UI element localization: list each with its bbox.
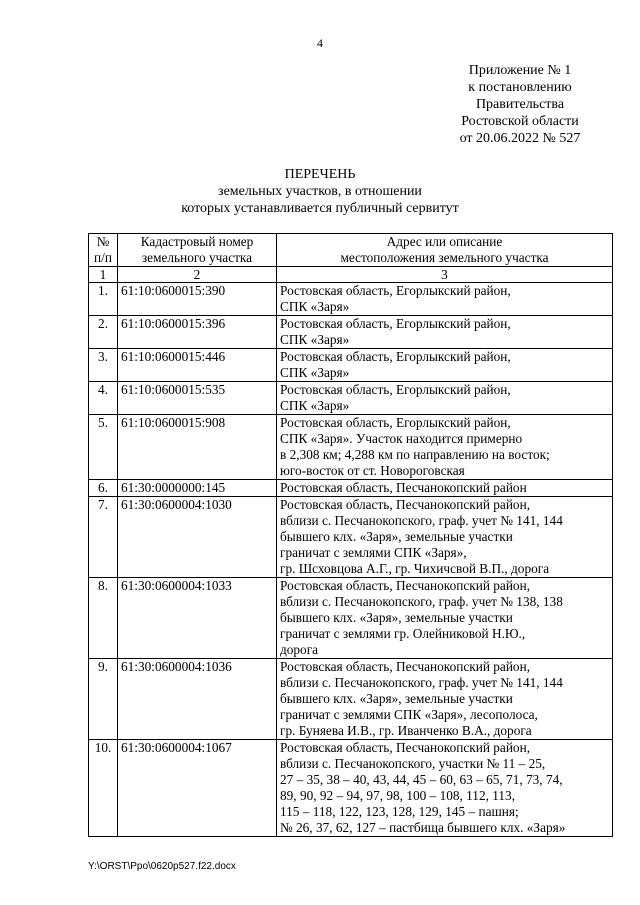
address-line: 89, 90, 92 – 94, 97, 98, 100 – 108, 112, 113, [280, 788, 516, 803]
row-number: 6. [89, 480, 118, 497]
address-description [277, 382, 613, 415]
address-description [277, 316, 613, 349]
address-description [277, 415, 613, 480]
address-description [277, 497, 613, 578]
address-line: СПК «Заря» [280, 299, 350, 314]
address-line: граничат с землями СПК «Заря», лесополоса, [280, 707, 538, 722]
table-row [89, 316, 613, 349]
header-address: Адрес или описание местоположения земельного участка [277, 234, 613, 267]
address-line: 27 – 35, 38 – 40, 43, 44, 45 – 60, 63 – 65, 71, 73, 74, [280, 772, 563, 787]
address-line: бывшего клх. «Заря», земельные участки [280, 529, 513, 544]
address-line: Ростовская область, Песчанокопский район [280, 480, 527, 495]
address-line: в 2,308 км; 4,288 км по направлению на восток; [280, 447, 550, 462]
address-line: СПК «Заря» [280, 365, 350, 380]
row-number: 5. [89, 415, 118, 480]
header-cadastral: Кадастровый номер земельного участка [118, 234, 277, 267]
address-description [277, 659, 613, 740]
row-number: 7. [89, 497, 118, 578]
address-line: СПК «Заря» [280, 332, 350, 347]
row-number: 8. [89, 578, 118, 659]
title-heading: ПЕРЕЧЕНЬ [284, 167, 356, 182]
appendix-line: от 20.06.2022 № 527 [459, 131, 581, 146]
address-line: гр. Шсховцова А.Г., гр. Чихичсвой В.П., дорога [280, 561, 550, 576]
address-line: Ростовская область, Егорлыкский район, [280, 349, 511, 364]
address-line: дорога [280, 642, 319, 657]
row-number: 10. [89, 740, 118, 837]
address-line: граничат с землями гр. Олейниковой Н.Ю., [280, 626, 526, 641]
row-number: 2. [89, 316, 118, 349]
appendix-header [430, 62, 610, 147]
appendix-line: Ростовской области [461, 114, 579, 129]
document-title [0, 166, 640, 217]
table-row [89, 578, 613, 659]
address-line: 115 – 118, 122, 123, 128, 129, 145 – пашня; [280, 804, 519, 819]
address-line: СПК «Заря». Участок находится примерно [280, 431, 523, 446]
address-line: граничат с землями СПК «Заря», [280, 545, 467, 560]
table-row [89, 382, 613, 415]
cadastral-number: 61:10:0600015:390 [118, 283, 277, 316]
address-line: вблизи с. Песчанокопского, граф. учет № 141, 144 [280, 513, 563, 528]
cadastral-number: 61:10:0600015:446 [118, 349, 277, 382]
address-line: Ростовская область, Егорлыкский район, [280, 316, 511, 331]
address-line: Ростовская область, Песчанокопский район, [280, 578, 531, 593]
address-line: Ростовская область, Песчанокопский район, [280, 497, 531, 512]
address-line: вблизи с. Песчанокопского, граф. учет № 141, 144 [280, 675, 563, 690]
address-line: бывшего клх. «Заря», земельные участки [280, 610, 513, 625]
address-line: вблизи с. Песчанокопского, участки № 11 – 25, [280, 756, 546, 771]
column-numbers-row [89, 267, 613, 283]
cadastral-number: 61:30:0600004:1067 [118, 740, 277, 837]
cadastral-number: 61:10:0600015:396 [118, 316, 277, 349]
appendix-line: Приложение № 1 [468, 63, 572, 78]
address-line: вблизи с. Песчанокопского, граф. учет № 138, 138 [280, 594, 563, 609]
table-row [89, 283, 613, 316]
address-description [277, 349, 613, 382]
column-number: 1 [89, 267, 118, 283]
address-line: Ростовская область, Егорлыкский район, [280, 283, 511, 298]
address-line: Ростовская область, Егорлыкский район, [280, 382, 511, 397]
address-line: Ростовская область, Песчанокопский район, [280, 740, 531, 755]
cadastral-number: 61:10:0600015:908 [118, 415, 277, 480]
cadastral-number: 61:30:0000000:145 [118, 480, 277, 497]
cadastral-number: 61:10:0600015:535 [118, 382, 277, 415]
page-number: 4 [317, 36, 323, 50]
table-header-row [89, 234, 613, 267]
column-number: 3 [277, 267, 613, 283]
table-row [89, 497, 613, 578]
table-row [89, 480, 613, 497]
row-number: 4. [89, 382, 118, 415]
address-line: бывшего клх. «Заря», земельные участки [280, 691, 513, 706]
address-description [277, 283, 613, 316]
address-description [277, 740, 613, 837]
cadastral-number: 61:30:0600004:1030 [118, 497, 277, 578]
appendix-line: к постановлению [468, 80, 572, 95]
appendix-line: Правительства [475, 97, 565, 112]
address-description [277, 480, 613, 497]
land-plots-table [88, 233, 613, 837]
address-line: гр. Буняева И.В., гр. Иванченко В.А., дорога [280, 723, 532, 738]
address-line: № 26, 37, 62, 127 – пастбища бывшего клх. «Заря» [280, 820, 566, 835]
file-path-footer: Y:\ORST\Ppo\0620p527.f22.docx [88, 861, 236, 872]
table-row [89, 740, 613, 837]
table-row [89, 659, 613, 740]
address-line: юго-восток от ст. Новороговская [280, 463, 465, 478]
title-line: земельных участков, в отношении [218, 184, 422, 199]
address-description [277, 578, 613, 659]
column-number: 2 [118, 267, 277, 283]
address-line: Ростовская область, Песчанокопский район, [280, 659, 531, 674]
row-number: 3. [89, 349, 118, 382]
cadastral-number: 61:30:0600004:1036 [118, 659, 277, 740]
row-number: 1. [89, 283, 118, 316]
table-row [89, 349, 613, 382]
header-number: № п/п [89, 234, 118, 267]
cadastral-number: 61:30:0600004:1033 [118, 578, 277, 659]
row-number: 9. [89, 659, 118, 740]
address-line: Ростовская область, Егорлыкский район, [280, 415, 511, 430]
title-line: которых устанавливается публичный сервитут [181, 201, 459, 216]
table-row [89, 415, 613, 480]
address-line: СПК «Заря» [280, 398, 350, 413]
